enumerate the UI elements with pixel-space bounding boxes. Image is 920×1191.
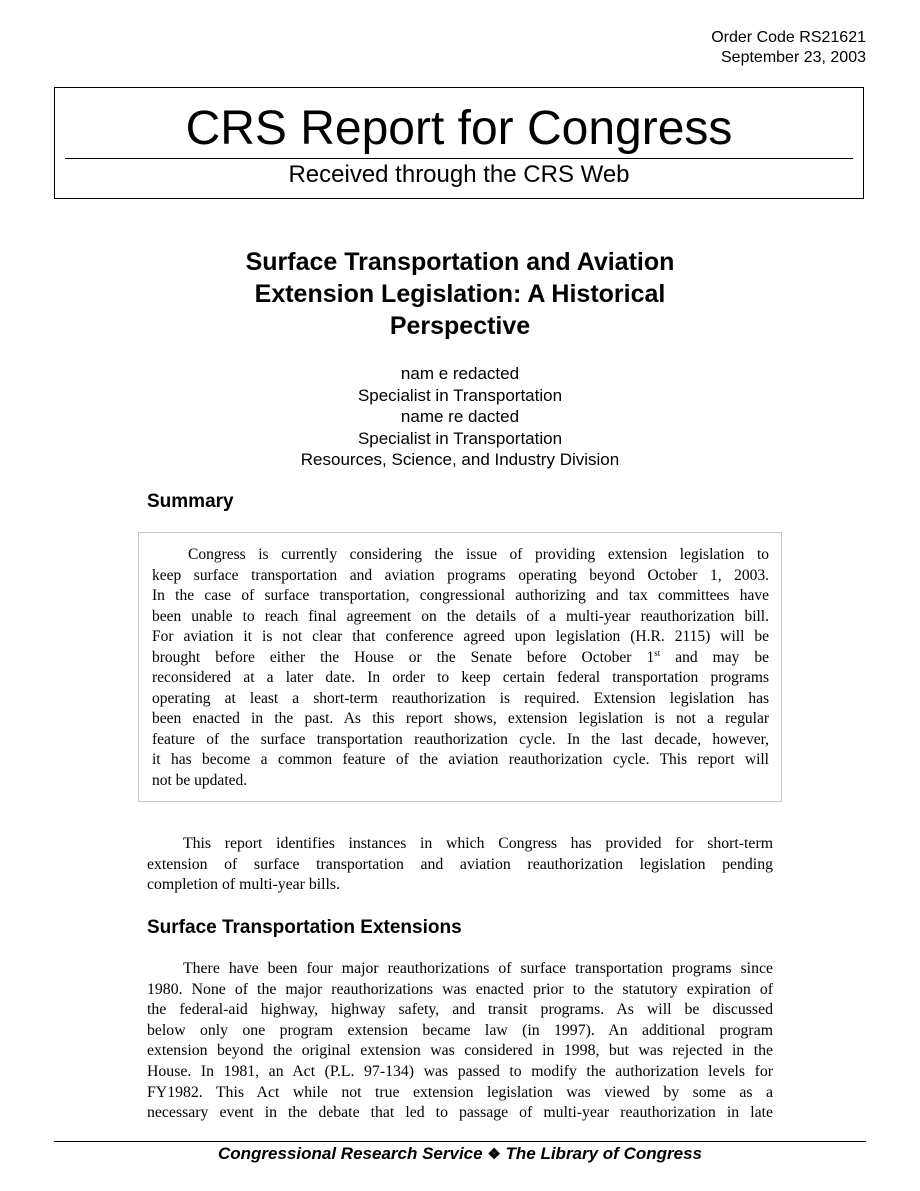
body-line: below only one program extension became law (in 1997). An additional program: [147, 1021, 773, 1039]
author-title: Specialist in Transportation: [357, 428, 563, 448]
body-line: There have been four major reauthorizations of surface transportation programs since: [183, 960, 773, 977]
page-footer: [0, 1144, 920, 1165]
author-division: Resources, Science, and Industry Division: [300, 450, 620, 469]
body-line: 1980. None of the major reauthorizations was enacted prior to the statutory expiration of: [147, 980, 773, 998]
title-line: Surface Transportation and Aviation: [245, 248, 675, 276]
body-line: This report identifies instances in which Congress has provided for short-term: [183, 835, 773, 852]
order-code-block: [711, 28, 866, 68]
summary-line: In the case of surface transportation, congressional authorizing and tax committees have: [152, 587, 769, 604]
summary-line: it has become a common feature of the aviation reauthorization cycle. This report will: [152, 751, 769, 768]
summary-line: Congress is currently considering the issue of providing extension legislation to: [188, 546, 769, 563]
body-line: FY1982. This Act while not true extension legislation was viewed by some as a: [147, 1083, 773, 1101]
title-line: Extension Legislation: A Historical: [254, 280, 666, 308]
title-line: Perspective: [389, 312, 531, 340]
banner-divider: [65, 158, 853, 159]
summary-line: reconsidered at a later date. In order to keep certain federal transportation programs: [152, 669, 769, 686]
body-line: necessary event in the debate that led to passage of multi-year reauthorization in late: [147, 1104, 773, 1122]
summary-line: brought before either the House or the Senate before October 1st and may be: [152, 647, 769, 666]
intro-paragraph: [147, 834, 773, 896]
banner-title: CRS Report for Congress: [185, 102, 733, 155]
surface-section-heading: Surface Transportation Extensions: [147, 917, 462, 938]
summary-line: feature of the surface transportation reauthorization cycle. In the last decade, however,: [152, 730, 769, 748]
order-code: Order Code RS21621: [711, 29, 866, 46]
banner-subtitle: Received through the CRS Web: [288, 161, 630, 188]
summary-line: been enacted in the past. As this report shows, extension legislation is not a regular: [152, 710, 769, 727]
document-title: [0, 246, 920, 342]
surface-paragraph: [147, 959, 773, 1124]
crs-banner: [54, 87, 864, 199]
author-name: nam e redacted: [400, 364, 520, 383]
author-name: name re dacted: [400, 407, 520, 426]
summary-line: not be updated.: [152, 771, 248, 789]
summary-line: been unable to reach final agreement on the details of a multi-year reauthorization bill.: [152, 607, 769, 625]
body-line: House. In 1981, an Act (P.L. 97-134) was passed to modify the authorization levels for: [147, 1062, 773, 1080]
footer-right: The Library of Congress: [505, 1144, 702, 1163]
summary-box: [138, 532, 782, 802]
body-line: the federal-aid highway, highway safety, and transit programs. As will be discussed: [147, 1001, 773, 1019]
summary-heading: Summary: [147, 491, 234, 512]
summary-line: keep surface transportation and aviation programs operating beyond October 1, 2003.: [152, 566, 769, 584]
body-line: completion of multi-year bills.: [147, 876, 341, 894]
report-date: September 23, 2003: [721, 49, 866, 66]
footer-divider: [54, 1141, 866, 1142]
summary-line: For aviation it is not clear that conference agreed upon legislation (H.R. 2115) will be: [152, 628, 769, 645]
summary-line: operating at least a short-term reauthorization is required. Extension legislation has: [152, 689, 769, 707]
author-block: [0, 363, 920, 471]
footer-left: Congressional Research Service: [218, 1144, 483, 1163]
body-line: extension beyond the original extension was considered in 1998, but was rejected in the: [147, 1042, 773, 1060]
body-line: extension of surface transportation and aviation reauthorization legislation pending: [147, 855, 773, 873]
diamond-separator-icon: ❖: [487, 1146, 501, 1163]
author-title: Specialist in Transportation: [357, 385, 563, 405]
superscript-st: st: [654, 647, 661, 658]
